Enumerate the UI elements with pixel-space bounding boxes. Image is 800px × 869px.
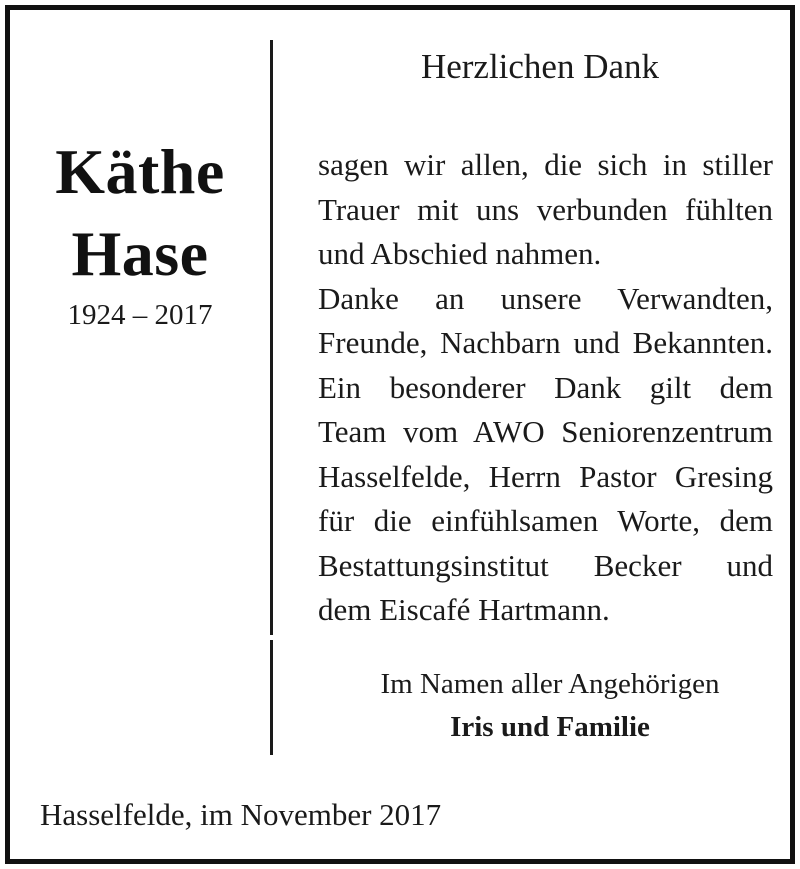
place-and-date: Hasselfelde, im November 2017 (40, 797, 442, 832)
message-line: Freunde, Nachbarn und Bekannten. (318, 325, 773, 360)
message-line: Bestattungsinstitut Becker und (318, 547, 773, 583)
message-line: Danke an unsere Verwandten, (318, 280, 773, 316)
message-line: für die einfühlsamen Worte, dem (318, 503, 773, 538)
signature-intro: Im Namen aller Angehörigen (380, 668, 720, 700)
message-line: und Abschied nahmen. (318, 236, 602, 271)
notice-frame (5, 5, 795, 864)
deceased-last-name: Hase (71, 218, 209, 289)
vertical-divider-lower (270, 640, 273, 755)
vertical-divider-upper (270, 40, 273, 635)
signature-names: Iris und Familie (450, 711, 650, 743)
life-dates: 1924 – 2017 (67, 299, 213, 331)
notice-heading: Herzlichen Dank (420, 47, 660, 86)
message-line: sagen wir allen, die sich in stiller (318, 147, 773, 182)
message-line: Ein besonderer Dank gilt dem (318, 369, 773, 405)
message-line: dem Eiscafé Hartmann. (318, 592, 610, 627)
message-line: Trauer mit uns verbunden fühlten (318, 191, 773, 227)
message-line: Team vom AWO Seniorenzentrum (318, 414, 773, 449)
message-line: Hasselfelde, Herrn Pastor Gresing (318, 458, 773, 494)
deceased-first-name: Käthe (55, 136, 225, 207)
message-body (318, 143, 773, 633)
